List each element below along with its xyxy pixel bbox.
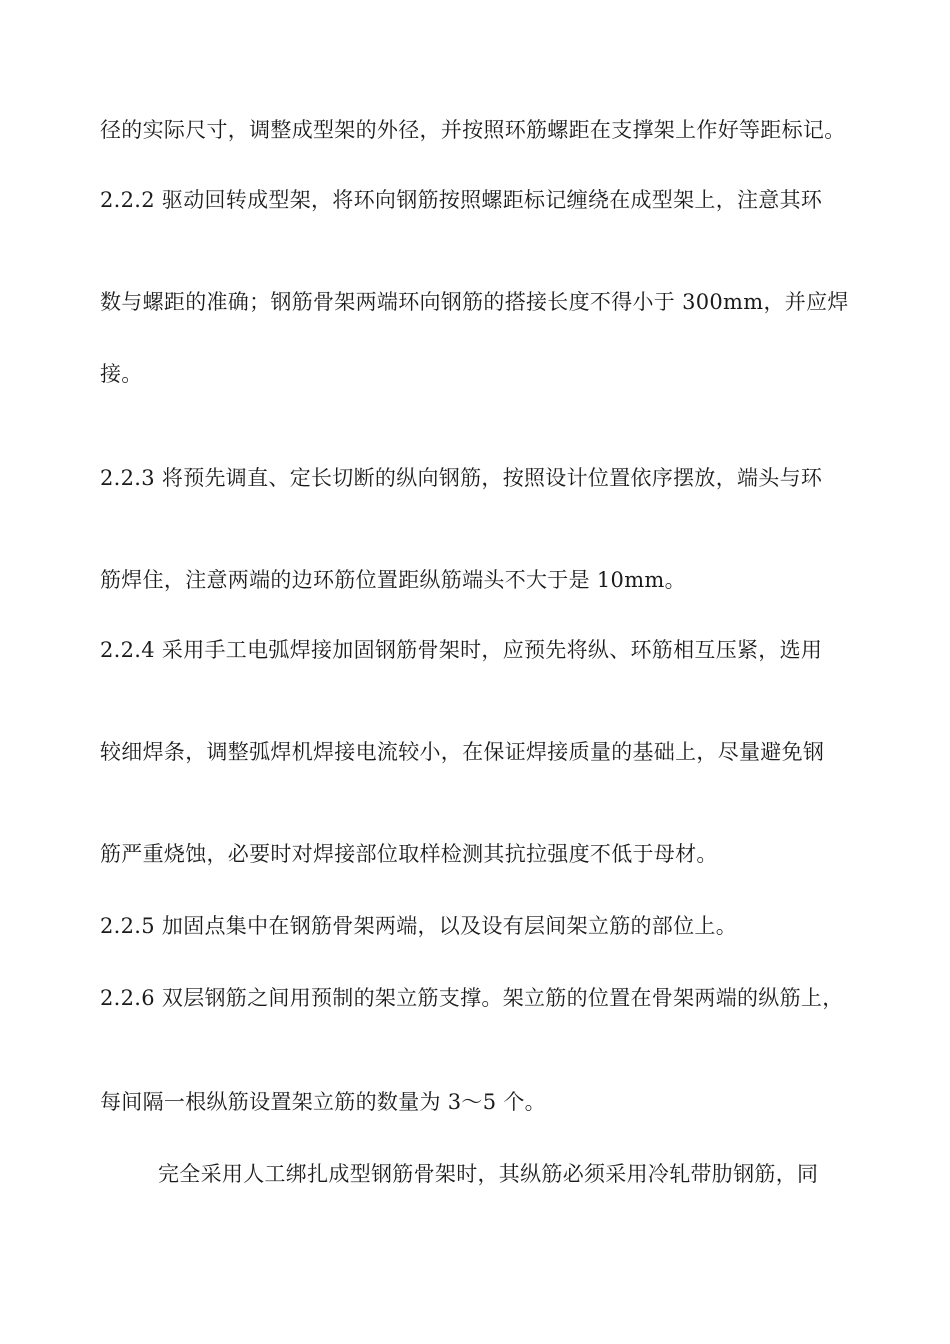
section-2-2-4-line-3: 筋严重烧蚀，必要时对焊接部位取样检测其抗拉强度不低于母材。 bbox=[100, 842, 718, 866]
section-2-2-3-line-1: 2.2.3 将预先调直、定长切断的纵向钢筋，按照设计位置依序摆放，端头与环 bbox=[100, 466, 823, 490]
section-2-2-2-line-3: 接。 bbox=[100, 362, 143, 386]
section-2-2-3-line-2: 筋焊住，注意两端的边环筋位置距纵筋端头不大于是 10mm。 bbox=[100, 568, 686, 592]
text-line: 径的实际尺寸，调整成型架的外径，并按照环筋螺距在支撑架上作好等距标记。 bbox=[100, 118, 846, 142]
section-2-2-4-line-1: 2.2.4 采用手工电弧焊接加固钢筋骨架时，应预先将纵、环筋相互压紧，选用 bbox=[100, 638, 823, 662]
paragraph-line: 完全采用人工绑扎成型钢筋骨架时，其纵筋必须采用冷轧带肋钢筋，同 bbox=[158, 1162, 819, 1186]
section-2-2-6-line-2: 每间隔一根纵筋设置架立筋的数量为 3～5 个。 bbox=[100, 1090, 546, 1114]
section-2-2-5-line: 2.2.5 加固点集中在钢筋骨架两端，以及设有层间架立筋的部位上。 bbox=[100, 914, 738, 938]
section-2-2-4-line-2: 较细焊条，调整弧焊机焊接电流较小，在保证焊接质量的基础上，尽量避免钢 bbox=[100, 740, 825, 764]
section-2-2-6-line-1: 2.2.6 双层钢筋之间用预制的架立筋支撑。架立筋的位置在骨架两端的纵筋上， bbox=[100, 986, 844, 1010]
section-2-2-2-line-2: 数与螺距的准确；钢筋骨架两端环向钢筋的搭接长度不得小于 300mm，并应焊 bbox=[100, 290, 849, 314]
section-2-2-2-line-1: 2.2.2 驱动回转成型架，将环向钢筋按照螺距标记缠绕在成型架上，注意其环 bbox=[100, 188, 823, 212]
